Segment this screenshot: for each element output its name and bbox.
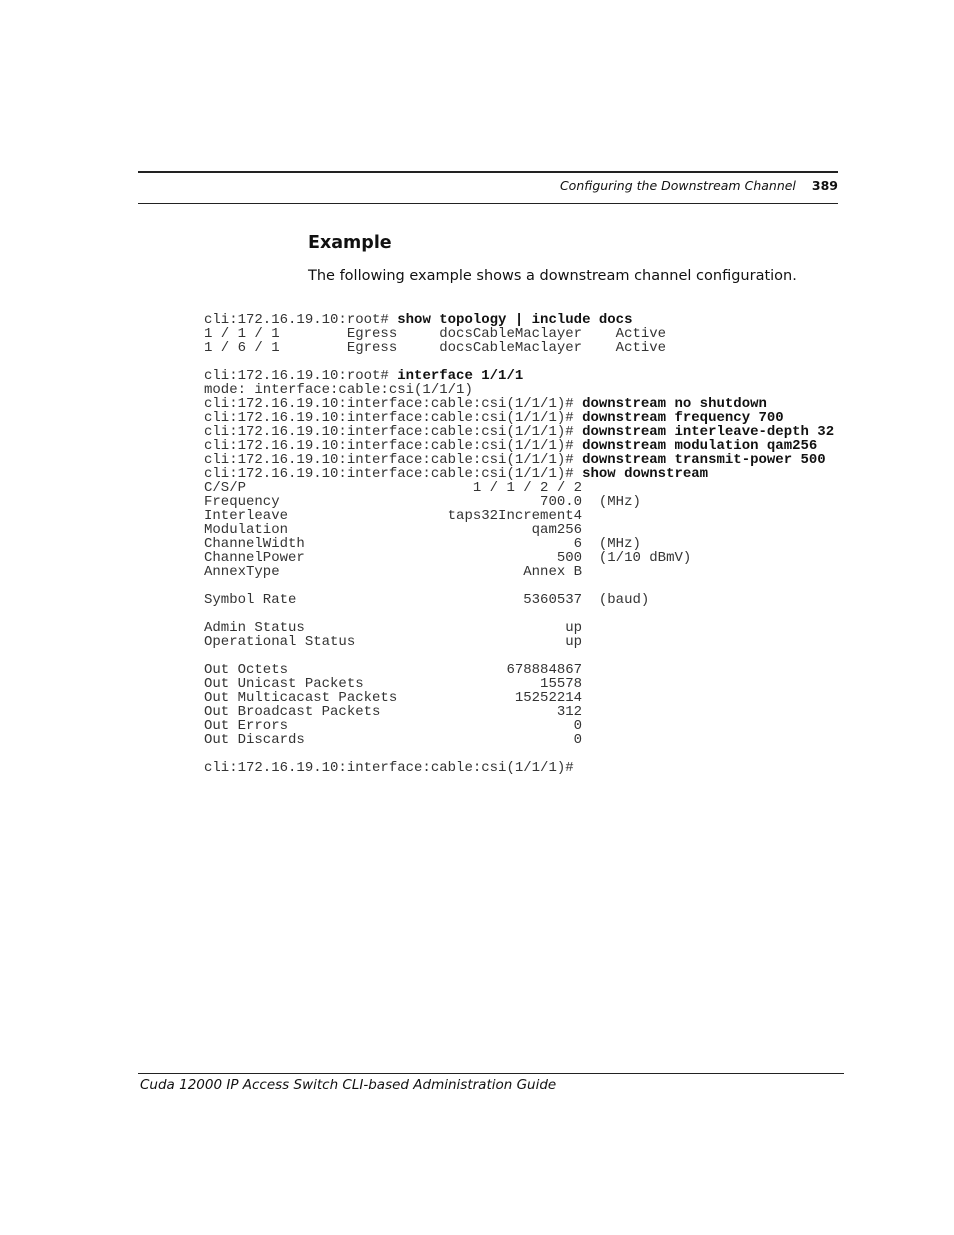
code-line: [204, 495, 834, 509]
code-line: [204, 481, 834, 495]
code-line: [204, 593, 834, 607]
code-line: [204, 691, 834, 705]
code-line: [204, 509, 834, 523]
code-line: [204, 677, 834, 691]
footer-title: Cuda 12000 IP Access Switch CLI-based Administration Guide: [140, 1077, 557, 1093]
intro-paragraph: The following example shows a downstream channel configuration.: [308, 268, 797, 284]
code-output-text: Out Errors 0: [204, 718, 583, 734]
code-output-text: Out Broadcast Packets 312: [204, 704, 583, 720]
code-output-text: 1 / 1 / 1 Egress docsCableMaclayer Active: [204, 326, 667, 342]
code-output-text: Operational Status up: [204, 634, 583, 650]
code-output-text: mode: interface:cable:csi(1/1/1): [204, 382, 473, 398]
code-line: [204, 551, 834, 565]
code-output-text: Modulation qam256: [204, 522, 583, 538]
code-output-text: cli:172.16.19.10:interface:cable:csi(1/1/1)#: [204, 760, 574, 776]
code-line: [204, 761, 834, 775]
code-line: [204, 733, 834, 747]
code-line: [204, 313, 834, 327]
running-header-section: Configuring the Downstream Channel: [559, 178, 796, 193]
code-line: [204, 565, 834, 579]
code-output-text: Frequency 700.0 (MHz): [204, 494, 641, 510]
code-line: [204, 649, 834, 663]
code-output-text: cli:172.16.19.10:root#: [204, 312, 398, 328]
code-command: downstream transmit-power 500: [582, 452, 826, 468]
code-line: [204, 747, 834, 761]
code-output-text: AnnexType Annex B: [204, 564, 583, 580]
code-output-text: Out Discards 0: [204, 732, 583, 748]
code-output-text: cli:172.16.19.10:interface:cable:csi(1/1/1)#: [204, 410, 583, 426]
code-line: [204, 537, 834, 551]
code-line: [204, 383, 834, 397]
code-output-text: cli:172.16.19.10:interface:cable:csi(1/1/1)#: [204, 396, 583, 412]
code-command: show topology | include docs: [397, 312, 633, 328]
code-output-text: cli:172.16.19.10:root#: [204, 368, 398, 384]
code-output-text: Symbol Rate 5360537 (baud): [204, 592, 650, 608]
code-command: downstream no shutdown: [582, 396, 767, 412]
code-command: show downstream: [582, 466, 709, 482]
code-line: [204, 369, 834, 383]
code-line: [204, 439, 834, 453]
code-output-text: ChannelPower 500 (1/10 dBmV): [204, 550, 692, 566]
code-output-text: ChannelWidth 6 (MHz): [204, 536, 641, 552]
code-command: downstream frequency 700: [582, 410, 784, 426]
code-output-text: Out Multicacast Packets 15252214: [204, 690, 583, 706]
code-line: [204, 705, 834, 719]
code-command: interface 1/1/1: [397, 368, 524, 384]
code-line: [204, 425, 834, 439]
code-output-text: cli:172.16.19.10:interface:cable:csi(1/1/1)#: [204, 438, 583, 454]
code-line: [204, 621, 834, 635]
code-output-text: 1 / 6 / 1 Egress docsCableMaclayer Active: [204, 340, 667, 356]
code-line: [204, 341, 834, 355]
code-output-text: Out Octets 678884867: [204, 662, 583, 678]
code-line: [204, 467, 834, 481]
code-command: downstream interleave-depth 32: [582, 424, 835, 440]
code-line: [204, 453, 834, 467]
code-line: [204, 663, 834, 677]
page-number: 389: [811, 178, 838, 193]
code-line: [204, 327, 834, 341]
code-output-text: Interleave taps32Increment4: [204, 508, 583, 524]
code-output-text: Out Unicast Packets 15578: [204, 676, 583, 692]
code-line: [204, 579, 834, 593]
footer-rule: [138, 1073, 844, 1074]
code-output-text: C/S/P 1 / 1 / 2 / 2: [204, 480, 583, 496]
cli-code-block: [204, 313, 834, 775]
header-rule-bottom: [138, 203, 838, 204]
code-output-text: Admin Status up: [204, 620, 583, 636]
section-heading: Example: [308, 233, 392, 253]
code-line: [204, 411, 834, 425]
running-header: [560, 178, 838, 193]
code-line: [204, 719, 834, 733]
code-line: [204, 355, 834, 369]
code-line: [204, 607, 834, 621]
code-line: [204, 523, 834, 537]
code-line: [204, 397, 834, 411]
code-line: [204, 635, 834, 649]
code-output-text: cli:172.16.19.10:interface:cable:csi(1/1/1)#: [204, 466, 583, 482]
code-output-text: cli:172.16.19.10:interface:cable:csi(1/1/1)#: [204, 452, 583, 468]
header-rule-top: [138, 171, 838, 173]
code-command: downstream modulation qam256: [582, 438, 818, 454]
code-output-text: cli:172.16.19.10:interface:cable:csi(1/1/1)#: [204, 424, 583, 440]
